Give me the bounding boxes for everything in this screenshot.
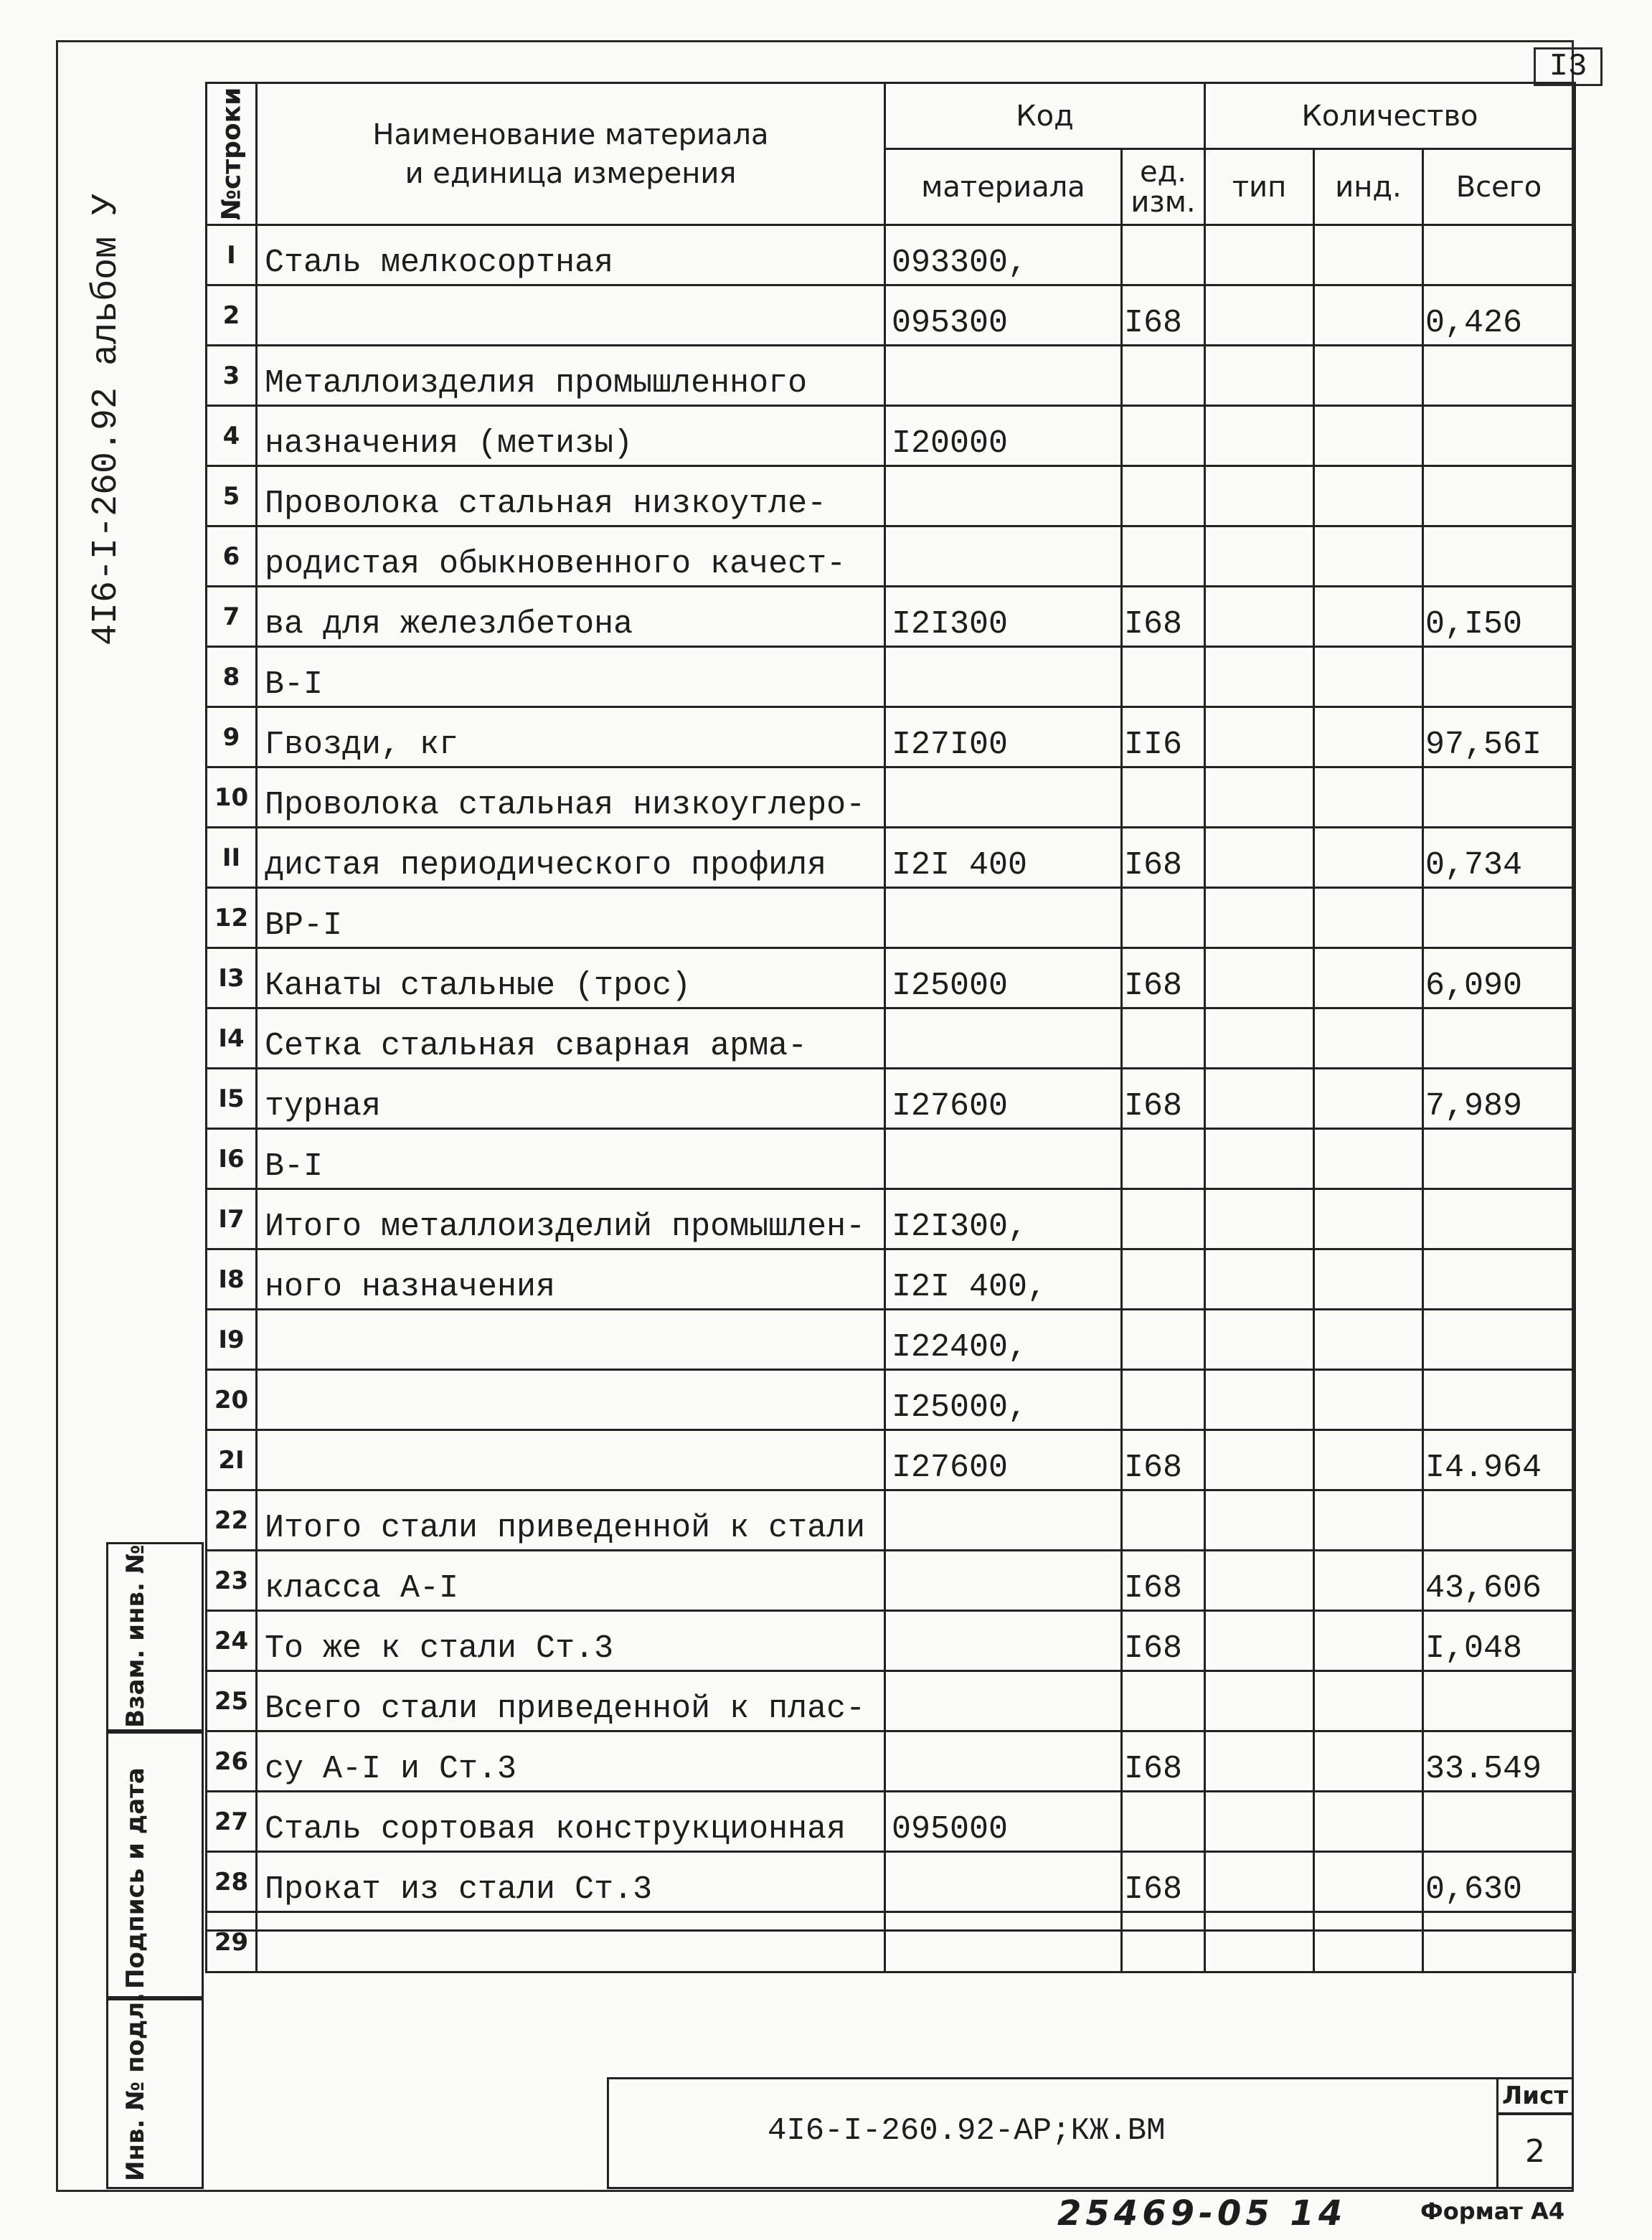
- qty-total: [1423, 526, 1575, 587]
- qty-type: [1205, 1731, 1314, 1792]
- qty-total: [1423, 1370, 1575, 1430]
- qty-type: [1205, 1611, 1314, 1671]
- qty-ind: [1314, 1189, 1423, 1249]
- qty-ind: [1314, 1249, 1423, 1310]
- material-name: Гвозди, кг: [257, 707, 885, 767]
- qty-type: [1205, 1430, 1314, 1490]
- qty-total: [1423, 888, 1575, 948]
- material-code: [885, 526, 1122, 587]
- unit-code: [1122, 1490, 1205, 1551]
- unit-code: I68: [1122, 587, 1205, 647]
- row-number: 7: [207, 587, 257, 647]
- row-number: 24: [207, 1611, 257, 1671]
- qty-total: 7,989: [1423, 1069, 1575, 1129]
- table-row: [207, 466, 1575, 526]
- row-number: 29: [207, 1912, 257, 1972]
- table-row: [207, 1008, 1575, 1069]
- unit-code: II6: [1122, 707, 1205, 767]
- material-name: Прокат из стали Ст.3: [257, 1852, 885, 1912]
- material-code: [885, 1551, 1122, 1611]
- qty-ind: [1314, 587, 1423, 647]
- unit-code: [1122, 1310, 1205, 1370]
- row-number: I9: [207, 1310, 257, 1370]
- material-name: Итого металлоизделий промышлен-: [257, 1189, 885, 1249]
- table-row: [207, 1490, 1575, 1551]
- qty-type: [1205, 828, 1314, 888]
- material-name: ВР-I: [257, 888, 885, 948]
- table-row: [207, 587, 1575, 647]
- table-row: [207, 1189, 1575, 1249]
- qty-ind: [1314, 647, 1423, 707]
- table-row: [207, 647, 1575, 707]
- qty-ind: [1314, 1490, 1423, 1551]
- qty-type: [1205, 1852, 1314, 1912]
- material-name: Итого стали приведенной к стали: [257, 1490, 885, 1551]
- material-code: [885, 1490, 1122, 1551]
- row-number: 2: [207, 285, 257, 346]
- row-number: 5: [207, 466, 257, 526]
- row-number: I7: [207, 1189, 257, 1249]
- row-number: 6: [207, 526, 257, 587]
- qty-type: [1205, 1551, 1314, 1611]
- stamp-podpis: [106, 1731, 204, 1998]
- header-name: Наименование материала и единица измерения: [257, 83, 885, 225]
- material-name: су А-I и Ст.3: [257, 1731, 885, 1792]
- material-code: I27600: [885, 1069, 1122, 1129]
- row-number: 9: [207, 707, 257, 767]
- qty-type: [1205, 948, 1314, 1008]
- material-code: [885, 888, 1122, 948]
- qty-total: 33.549: [1423, 1731, 1575, 1792]
- qty-ind: [1314, 346, 1423, 406]
- sheet-corner-number: I3: [1534, 47, 1603, 86]
- qty-type: [1205, 1008, 1314, 1069]
- table-row: [207, 1852, 1575, 1912]
- qty-type: [1205, 1310, 1314, 1370]
- material-name: [257, 1310, 885, 1370]
- qty-total: [1423, 1490, 1575, 1551]
- table-row: [207, 526, 1575, 587]
- table-row: [207, 285, 1575, 346]
- stamp-vzam-label: Взам. инв. №: [121, 1544, 150, 1728]
- qty-ind: [1314, 285, 1423, 346]
- row-number: 12: [207, 888, 257, 948]
- table-row: [207, 406, 1575, 466]
- unit-code: [1122, 1792, 1205, 1852]
- qty-ind: [1314, 1370, 1423, 1430]
- material-name: турная: [257, 1069, 885, 1129]
- qty-total: 0,I50: [1423, 587, 1575, 647]
- unit-code: [1122, 526, 1205, 587]
- table-row: [207, 1731, 1575, 1792]
- sheet-number: 2: [1496, 2113, 1574, 2189]
- material-code: I2I300: [885, 587, 1122, 647]
- unit-code: [1122, 1912, 1205, 1972]
- qty-total: 0,630: [1423, 1852, 1575, 1912]
- qty-ind: [1314, 1551, 1423, 1611]
- unit-code: [1122, 466, 1205, 526]
- qty-type: [1205, 1490, 1314, 1551]
- document-code: 4I6-I-260.92-АР;КЖ.ВМ: [768, 2113, 1166, 2149]
- album-label: 4I6-I-260.92 альбом У: [86, 193, 127, 646]
- qty-total: [1423, 647, 1575, 707]
- material-code: 095000: [885, 1792, 1122, 1852]
- header-code: Код: [885, 83, 1205, 149]
- material-name: [257, 1430, 885, 1490]
- material-code: 093300,: [885, 225, 1122, 285]
- table-row: [207, 1671, 1575, 1731]
- stamp-podpis-label: Подпись и дата: [121, 1767, 150, 1989]
- material-code: [885, 1129, 1122, 1189]
- unit-code: I68: [1122, 1731, 1205, 1792]
- qty-ind: [1314, 406, 1423, 466]
- material-code: I2I 400: [885, 828, 1122, 888]
- qty-total: [1423, 1792, 1575, 1852]
- unit-code: I68: [1122, 828, 1205, 888]
- qty-type: [1205, 1129, 1314, 1189]
- row-number: 23: [207, 1551, 257, 1611]
- row-number: 4: [207, 406, 257, 466]
- qty-type: [1205, 526, 1314, 587]
- material-code: [885, 1731, 1122, 1792]
- qty-total: 6,090: [1423, 948, 1575, 1008]
- unit-code: [1122, 1189, 1205, 1249]
- unit-code: [1122, 647, 1205, 707]
- material-code: [885, 1611, 1122, 1671]
- material-name: ва для железлбетона: [257, 587, 885, 647]
- qty-total: [1423, 1310, 1575, 1370]
- qty-total: [1423, 1129, 1575, 1189]
- row-number: I8: [207, 1249, 257, 1310]
- qty-ind: [1314, 767, 1423, 828]
- material-code: I22400,: [885, 1310, 1122, 1370]
- table-bottom-rule: [205, 1929, 1574, 1932]
- row-number: I: [207, 225, 257, 285]
- material-code: I2I 400,: [885, 1249, 1122, 1310]
- qty-ind: [1314, 948, 1423, 1008]
- material-name: Металлоизделия промышленного: [257, 346, 885, 406]
- row-number: I3: [207, 948, 257, 1008]
- material-code: I27600: [885, 1430, 1122, 1490]
- unit-code: [1122, 1671, 1205, 1731]
- material-name: В-I: [257, 647, 885, 707]
- qty-total: I,048: [1423, 1611, 1575, 1671]
- material-name: Сталь сортовая конструкционная: [257, 1792, 885, 1852]
- qty-ind: [1314, 526, 1423, 587]
- unit-code: I68: [1122, 948, 1205, 1008]
- material-code: [885, 1912, 1122, 1972]
- qty-type: [1205, 647, 1314, 707]
- unit-code: [1122, 346, 1205, 406]
- qty-total: [1423, 1912, 1575, 1972]
- material-code: I2I300,: [885, 1189, 1122, 1249]
- qty-type: [1205, 1370, 1314, 1430]
- qty-type: [1205, 888, 1314, 948]
- table-row: [207, 948, 1575, 1008]
- material-name: Проволока стальная низкоутле-: [257, 466, 885, 526]
- material-code: [885, 1852, 1122, 1912]
- material-code: I27I00: [885, 707, 1122, 767]
- unit-code: [1122, 1370, 1205, 1430]
- material-code: 095300: [885, 285, 1122, 346]
- material-name: [257, 1370, 885, 1430]
- qty-total: [1423, 466, 1575, 526]
- table-row: [207, 1430, 1575, 1490]
- footer-format: Формат А4: [1420, 2198, 1565, 2225]
- qty-total: 97,56I: [1423, 707, 1575, 767]
- qty-total: 0,734: [1423, 828, 1575, 888]
- qty-ind: [1314, 1008, 1423, 1069]
- row-number: 3: [207, 346, 257, 406]
- unit-code: [1122, 888, 1205, 948]
- header-qty-ind: инд.: [1314, 149, 1423, 225]
- material-code: I20000: [885, 406, 1122, 466]
- qty-total: [1423, 225, 1575, 285]
- unit-code: [1122, 1129, 1205, 1189]
- table-row: [207, 1611, 1575, 1671]
- qty-ind: [1314, 1129, 1423, 1189]
- qty-ind: [1314, 1310, 1423, 1370]
- qty-ind: [1314, 1731, 1423, 1792]
- row-number: 20: [207, 1370, 257, 1430]
- stamp-vzam: [106, 1542, 204, 1731]
- material-name: ного назначения: [257, 1249, 885, 1310]
- table-row: [207, 1551, 1575, 1611]
- qty-ind: [1314, 707, 1423, 767]
- qty-type: [1205, 1671, 1314, 1731]
- qty-ind: [1314, 828, 1423, 888]
- material-name: [257, 1912, 885, 1972]
- qty-ind: [1314, 1912, 1423, 1972]
- header-code-unit: ед. изм.: [1122, 149, 1205, 225]
- qty-type: [1205, 346, 1314, 406]
- table-row: [207, 1792, 1575, 1852]
- unit-code: [1122, 225, 1205, 285]
- material-name: То же к стали Ст.3: [257, 1611, 885, 1671]
- material-code: [885, 466, 1122, 526]
- header-row-no: №строки: [207, 83, 257, 225]
- unit-code: [1122, 1249, 1205, 1310]
- row-number: 25: [207, 1671, 257, 1731]
- table-row: [207, 1129, 1575, 1189]
- qty-type: [1205, 1069, 1314, 1129]
- qty-type: [1205, 1249, 1314, 1310]
- qty-ind: [1314, 1069, 1423, 1129]
- qty-type: [1205, 767, 1314, 828]
- material-name: Сталь мелкосортная: [257, 225, 885, 285]
- stamp-inv-label: Инв. № подл.: [121, 1992, 150, 2181]
- qty-total: [1423, 767, 1575, 828]
- header-quantity: Количество: [1205, 83, 1575, 149]
- row-number: 22: [207, 1490, 257, 1551]
- qty-total: 43,606: [1423, 1551, 1575, 1611]
- row-number: II: [207, 828, 257, 888]
- table-row: [207, 346, 1575, 406]
- qty-ind: [1314, 1852, 1423, 1912]
- qty-ind: [1314, 1430, 1423, 1490]
- unit-code: I68: [1122, 1611, 1205, 1671]
- row-number: I6: [207, 1129, 257, 1189]
- table-row: [207, 1310, 1575, 1370]
- qty-total: I4.964: [1423, 1430, 1575, 1490]
- material-name: [257, 285, 885, 346]
- table-row: [207, 1249, 1575, 1310]
- qty-type: [1205, 1792, 1314, 1852]
- table-row: [207, 225, 1575, 285]
- material-name: дистая периодического профиля: [257, 828, 885, 888]
- footer-inventory-number: 25469-05 14: [1057, 2193, 1347, 2234]
- material-name: назначения (метизы): [257, 406, 885, 466]
- unit-code: I68: [1122, 1069, 1205, 1129]
- qty-total: [1423, 1189, 1575, 1249]
- unit-code: I68: [1122, 1430, 1205, 1490]
- unit-code: I68: [1122, 285, 1205, 346]
- unit-code: [1122, 406, 1205, 466]
- qty-ind: [1314, 888, 1423, 948]
- table-row: [207, 1069, 1575, 1129]
- material-code: [885, 767, 1122, 828]
- qty-type: [1205, 587, 1314, 647]
- row-number: 10: [207, 767, 257, 828]
- row-number: 26: [207, 1731, 257, 1792]
- material-name: В-I: [257, 1129, 885, 1189]
- materials-table: [205, 82, 1576, 1973]
- qty-ind: [1314, 1611, 1423, 1671]
- material-code: [885, 647, 1122, 707]
- material-name: класса А-I: [257, 1551, 885, 1611]
- qty-type: [1205, 1912, 1314, 1972]
- material-code: [885, 1671, 1122, 1731]
- table-row: [207, 767, 1575, 828]
- unit-code: [1122, 1008, 1205, 1069]
- row-number: I4: [207, 1008, 257, 1069]
- sheet-label: Лист: [1496, 2077, 1574, 2114]
- row-number: 28: [207, 1852, 257, 1912]
- qty-ind: [1314, 225, 1423, 285]
- material-name: Проволока стальная низкоуглеро-: [257, 767, 885, 828]
- material-name: Канаты стальные (трос): [257, 948, 885, 1008]
- material-code: [885, 346, 1122, 406]
- qty-ind: [1314, 466, 1423, 526]
- qty-type: [1205, 225, 1314, 285]
- material-code: I25000: [885, 948, 1122, 1008]
- unit-code: I68: [1122, 1551, 1205, 1611]
- table-row: [207, 888, 1575, 948]
- qty-total: [1423, 406, 1575, 466]
- qty-total: [1423, 1008, 1575, 1069]
- qty-type: [1205, 285, 1314, 346]
- header-qty-type: тип: [1205, 149, 1314, 225]
- qty-type: [1205, 707, 1314, 767]
- unit-code: [1122, 767, 1205, 828]
- qty-total: [1423, 346, 1575, 406]
- row-number: 8: [207, 647, 257, 707]
- material-name: родистая обыкновенного качест-: [257, 526, 885, 587]
- row-number: 27: [207, 1792, 257, 1852]
- row-number: 2I: [207, 1430, 257, 1490]
- material-code: [885, 1008, 1122, 1069]
- material-name: Всего стали приведенной к плас-: [257, 1671, 885, 1731]
- table-row: [207, 1912, 1575, 1972]
- qty-type: [1205, 466, 1314, 526]
- row-number: I5: [207, 1069, 257, 1129]
- qty-ind: [1314, 1671, 1423, 1731]
- qty-total: [1423, 1249, 1575, 1310]
- material-name: Сетка стальная сварная арма-: [257, 1008, 885, 1069]
- header-code-material: материала: [885, 149, 1122, 225]
- qty-type: [1205, 406, 1314, 466]
- table-row: [207, 1370, 1575, 1430]
- material-code: I25000,: [885, 1370, 1122, 1430]
- table-row: [207, 828, 1575, 888]
- stamp-inv: [106, 1992, 204, 2189]
- qty-type: [1205, 1189, 1314, 1249]
- unit-code: I68: [1122, 1852, 1205, 1912]
- qty-total: [1423, 1671, 1575, 1731]
- qty-ind: [1314, 1792, 1423, 1852]
- header-qty-total: Всего: [1423, 149, 1575, 225]
- table-row: [207, 707, 1575, 767]
- qty-total: 0,426: [1423, 285, 1575, 346]
